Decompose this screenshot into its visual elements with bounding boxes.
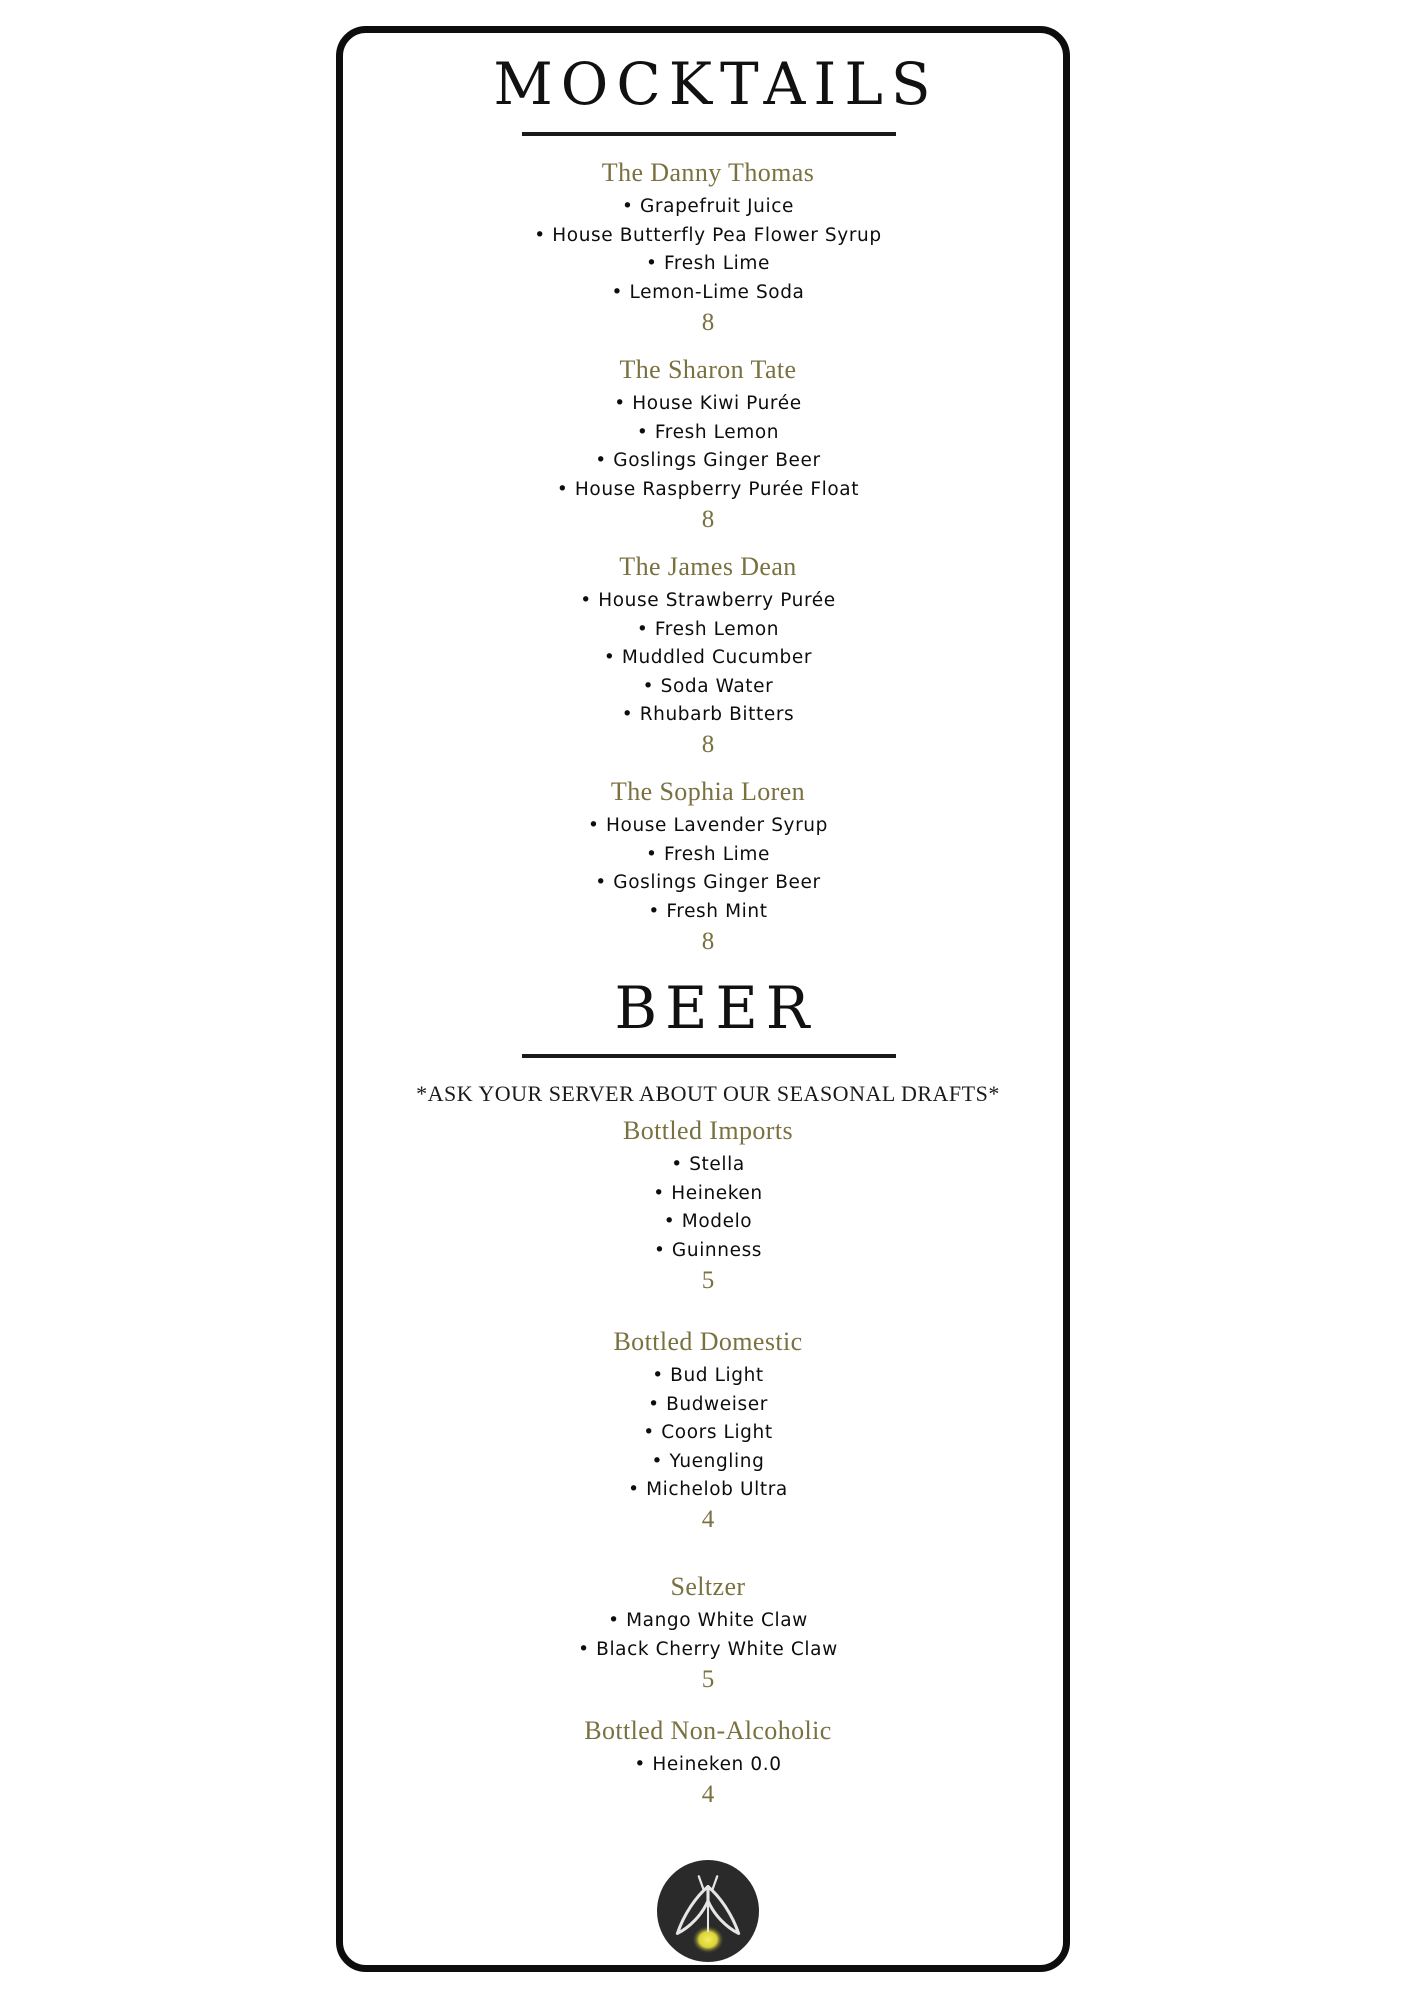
ingredient: • Grapefruit Juice — [622, 196, 794, 217]
ingredient: • Mango White Claw — [608, 1610, 808, 1631]
menu-item-price: 8 — [701, 928, 715, 955]
menu-item-price: 4 — [701, 1781, 715, 1808]
ingredient: • Bud Light — [652, 1365, 764, 1386]
ingredient: • House Kiwi Purée — [614, 393, 802, 414]
ingredient: • Budweiser — [648, 1394, 768, 1415]
ingredient: • Modelo — [663, 1211, 753, 1232]
menu-item-name: Bottled Imports — [623, 1116, 793, 1145]
menu-item-price: 5 — [701, 1666, 715, 1693]
ingredient: • Goslings Ginger Beer — [595, 450, 821, 471]
menu-item-name: The Sharon Tate — [619, 355, 797, 384]
ingredient: • Heineken 0.0 — [634, 1754, 782, 1775]
ingredient: • Heineken — [653, 1183, 763, 1204]
mocktails-title: MOCKTAILS — [493, 50, 939, 118]
ingredient: • House Strawberry Purée — [580, 590, 836, 611]
ingredient: • Fresh Lemon — [636, 619, 780, 640]
seasonal-drafts-notice: *ASK YOUR SERVER ABOUT OUR SEASONAL DRAFTS* — [416, 1081, 1000, 1106]
ingredient: • House Lavender Syrup — [588, 815, 828, 836]
menu-item-price: 8 — [701, 506, 715, 533]
mocktails-divider — [522, 132, 896, 136]
ingredient: • Black Cherry White Claw — [578, 1639, 838, 1660]
menu-item-name: Bottled Domestic — [613, 1327, 803, 1356]
menu-item-name: The Sophia Loren — [610, 777, 806, 806]
ingredient: • Rhubarb Bitters — [621, 704, 795, 725]
ingredient: • Fresh Mint — [648, 901, 768, 922]
ingredient: • Soda Water — [642, 676, 774, 697]
ingredient: • Fresh Lemon — [636, 422, 780, 443]
menu-item-name: Seltzer — [670, 1572, 746, 1601]
menu-item-name: The Danny Thomas — [601, 158, 815, 187]
ingredient: • Stella — [671, 1154, 745, 1175]
menu-item-price: 4 — [701, 1506, 715, 1533]
ingredient: • Guinness — [653, 1240, 763, 1261]
ingredient: • Coors Light — [643, 1422, 773, 1443]
menu-item-price: 5 — [701, 1267, 715, 1294]
menu-item-price: 8 — [701, 309, 715, 336]
menu-item-name: The James Dean — [619, 552, 797, 581]
ingredient: • Goslings Ginger Beer — [595, 872, 821, 893]
firefly-icon — [657, 1860, 759, 1962]
ingredient: • Muddled Cucumber — [603, 647, 813, 668]
menu-item-name: Bottled Non-Alcoholic — [584, 1716, 832, 1745]
ingredient: • Fresh Lime — [646, 253, 770, 274]
ingredient: • Lemon-Lime Soda — [611, 282, 805, 303]
ingredient: • House Butterfly Pea Flower Syrup — [534, 225, 882, 246]
ingredient: • Fresh Lime — [646, 844, 770, 865]
ingredient: • House Raspberry Purée Float — [556, 479, 860, 500]
ingredient: • Michelob Ultra — [628, 1479, 788, 1500]
ingredient: • Yuengling — [651, 1451, 765, 1472]
beer-divider — [522, 1054, 896, 1058]
beer-title: BEER — [614, 974, 818, 1042]
menu-item-price: 8 — [701, 731, 715, 758]
